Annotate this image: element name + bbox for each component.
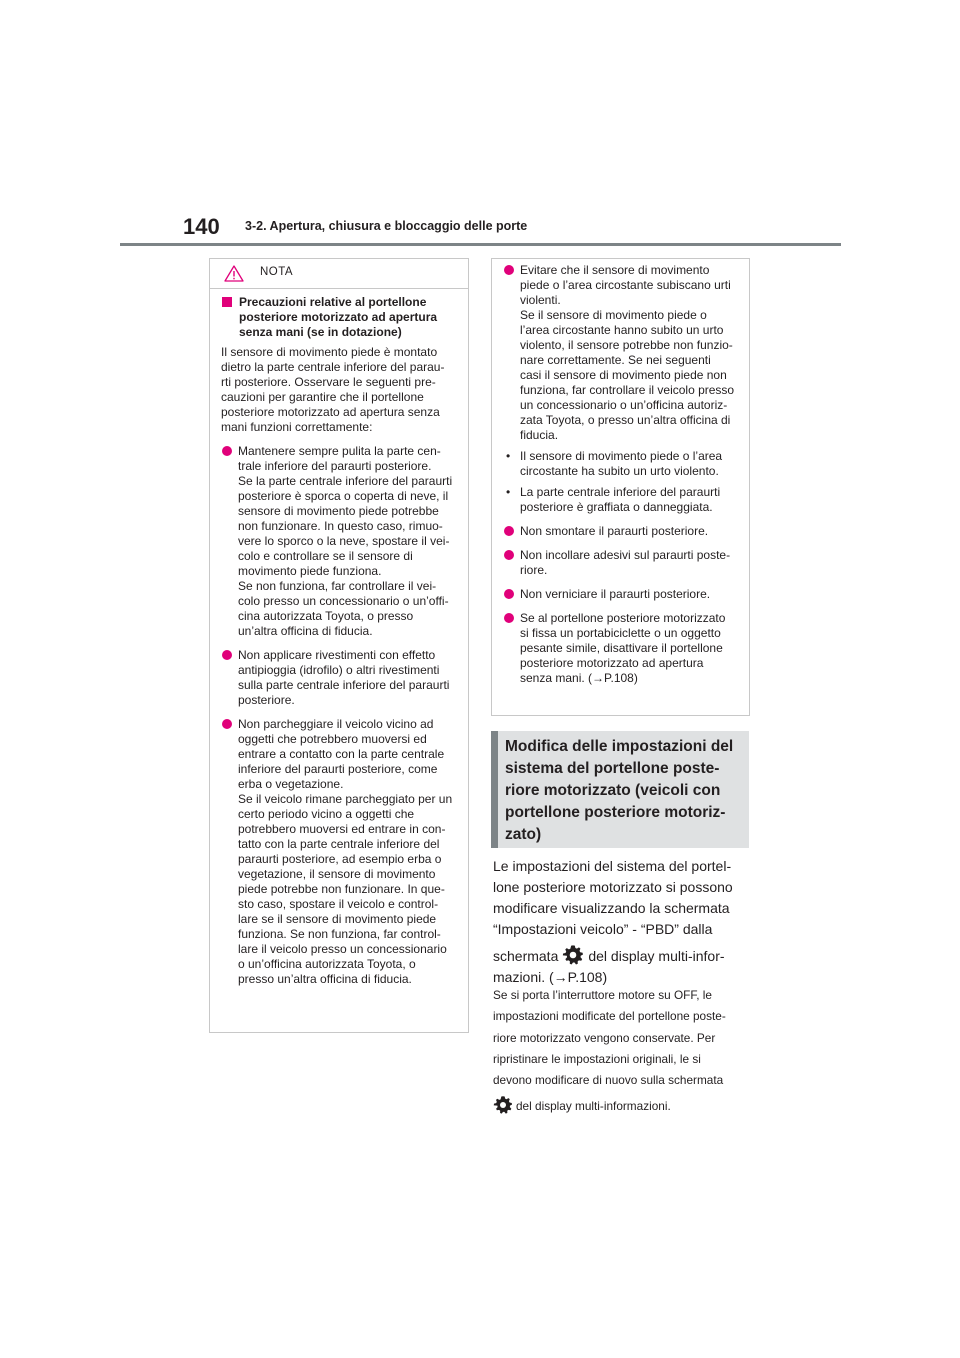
circle-bullet-icon xyxy=(222,719,232,729)
circle-bullet-icon xyxy=(504,526,514,536)
intro-paragraph: Il sensore di movimento piede è montato dietro la parte centrale inferiore del parau- rti posteriore. Osservare le seguenti pre- cauzioni per garantire che il portellone posteriore motorizzato ad apertura senza mani funzioni correttamente: xyxy=(221,345,445,434)
square-bullet-icon xyxy=(222,297,232,307)
page-header xyxy=(0,0,960,250)
circle-bullet-icon xyxy=(504,589,514,599)
nota-continued-box xyxy=(491,258,750,716)
section-header-title: 3-2. Apertura, chiusura e bloccaggio delle porte xyxy=(245,219,528,233)
list-item: Non verniciare il paraurti posteriore. xyxy=(503,587,737,602)
list-item: Non parcheggiare il veicolo vicino ad oggetti che potrebbero muoversi ed entrare a contatto con la parte centrale inferiore del paraurti posteriore, come erba o vegetazione. Se il veicolo rimane parcheggiato per un certo periodo vicino a oggetti che potrebbero muoversi ed entrare in con- tatto con la parte centrale inferiore del paraurti posteriore, ad esempio erba o vegetazione, il sensore di movimento piede potrebbe non funzionare. In que- sto caso, spostare il veicolo e control- lare se il sensore di movimento piede funziona. Se non funziona, far control- lare il veicolo presso un concessionario o un’officina autorizzata Toyota, o presso un’altra officina di fiducia. xyxy=(221,717,456,987)
precautions-title: Precauzioni relative al portellone posteriore motorizzato ad apertura senza mani (se in dotazione) xyxy=(221,295,456,340)
circle-bullet-icon xyxy=(504,613,514,623)
sub-bullet-mark: • xyxy=(506,449,511,463)
sub-list-item: • La parte centrale inferiore del paraurti posteriore è graffiata o danneggiata. xyxy=(506,485,721,514)
nota-label: NOTA xyxy=(260,266,294,278)
page-number: 140 xyxy=(183,214,220,239)
list-item: Non smontare il paraurti posteriore. xyxy=(503,524,737,539)
list-item: Se al portellone posteriore motorizzato si fissa un portabiciclette o un oggetto pesante simile, disattivare il portellone posteriore motorizzato ad apertura senza mani. (→P.108) xyxy=(503,611,737,686)
list-item: Non incollare adesivi sul paraurti poste- riore. xyxy=(503,548,737,578)
gear-icon xyxy=(562,944,584,966)
section-heading-text: Modifica delle impostazioni del sistema del portellone poste- riore motorizzato (veicoli con portellone posteriore motoriz- zato) xyxy=(505,738,734,843)
gear-icon xyxy=(493,1095,513,1115)
circle-bullet-icon xyxy=(504,550,514,560)
list-item: Evitare che il sensore di movimento piede o l’area circostante subiscano urti violenti. Se il sensore di movimento piede o l’area circostante hanno subito un urto violento, il sensore potrebbe non funzio- nare correttamente. Se nei seguenti casi il sensore di movimento piede non funziona, far controllare il veicolo presso un concessionario o un’officina autoriz- zata Toyota, o presso un’altra officina di fiducia. xyxy=(503,263,737,443)
list-item: Mantenere sempre pulita la parte cen- trale inferiore del paraurti posteriore. Se la parte centrale inferiore del paraurti posteriore è sporca o coperta di neve, il sensore di movimento piede potrebbe non funzionare. In questo caso, rimuo- vere lo sporco o la neve, spostare il vei- colo e controllare se il sensore di movimento piede funziona. Se non funziona, far controllare il vei- colo presso un concessionario o un’offi- cina autorizzata Toyota, o presso un’altra officina di fiducia. xyxy=(221,444,456,639)
nota-header xyxy=(210,259,468,289)
circle-bullet-icon xyxy=(222,650,232,660)
header-divider xyxy=(120,243,841,246)
sub-list-item: • Il sensore di movimento piede o l’area circostante ha subito un urto violento. xyxy=(506,449,723,478)
nota-box xyxy=(209,258,469,1033)
circle-bullet-icon xyxy=(504,265,514,275)
warning-triangle-icon xyxy=(224,265,244,282)
heading-accent-bar xyxy=(491,731,498,848)
list-item: Non applicare rivestimenti con effetto antipioggia (idrofilo) o altri rivestimenti sulla parte centrale inferiore del paraurti posteriore. xyxy=(221,648,456,708)
section-body: Le impostazioni del sistema del portel- lone posteriore motorizzato si possono modificare visualizzando la schermata “Impostazioni veicolo” - “PBD” dalla schermata del display multi-infor- mazioni. (→P.108) xyxy=(493,858,733,985)
section-heading xyxy=(491,731,749,848)
sub-bullet-mark: • xyxy=(506,485,511,499)
circle-bullet-icon xyxy=(222,446,232,456)
section-note: Se si porta l’interruttore motore su OFF, le impostazioni modificate del portellone poste- riore motorizzato vengono conservate. Per ripristinare le impostazioni originali, le si devono modificare di nuovo sulla schermata del display multi-informazioni. xyxy=(493,988,726,1114)
